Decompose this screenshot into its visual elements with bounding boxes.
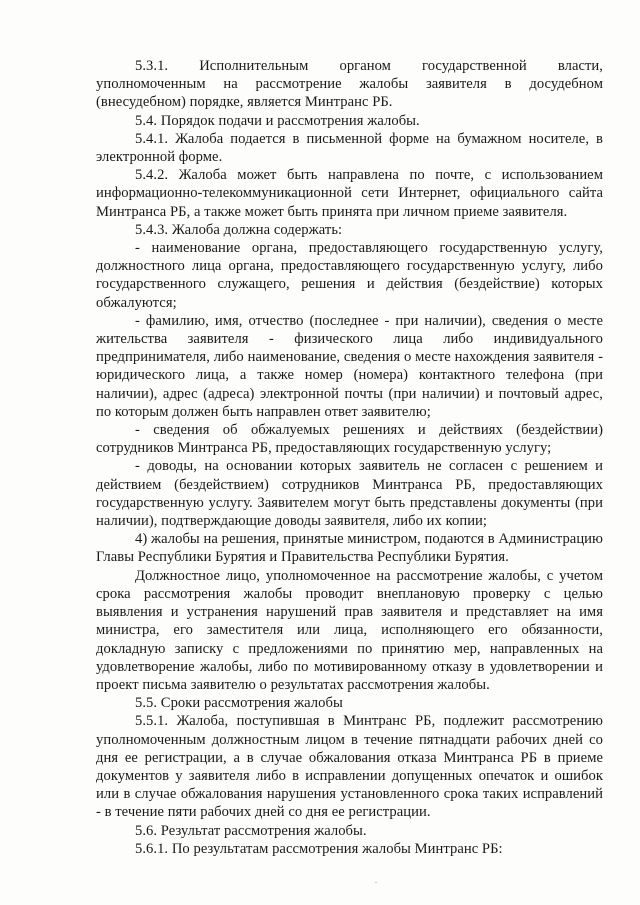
list-item-arguments: - доводы, на основании которых заявитель не согласен с решением и действием (бездействием) сотрудников Минтранса РБ, предоставляющих государственную услугу. Заявителем могут быть представлены документы (при наличии), подтверждающие доводы заявителя, либо их копии; — [96, 458, 603, 530]
paragraph-5-6: 5.6. Результат рассмотрения жалобы. — [135, 822, 367, 839]
paragraph-5-4-2: 5.4.2. Жалоба может быть направлена по почте, с использованием информационно-телекоммуникационной сети Интернет, официального сайта Минтранса РБ, а также может быть принята при личном приеме заявителя. — [96, 167, 603, 220]
paragraph-5-4-1: 5.4.1. Жалоба подается в письменной форме на бумажном носителе, в электронной форме. — [96, 130, 603, 166]
list-item-authority-name: - наименование органа, предоставляющего государственную услугу, должностного лица органа, предоставляющего государственную услугу, либо государственного служащего, решения и действия (бездействие) которых обжалуются; — [96, 240, 603, 311]
list-item-appealed-decisions: - сведения об обжалуемых решениях и действиях (бездействии) сотрудников Минтранса РБ, предоставляющих государственную услугу; — [96, 422, 603, 457]
paragraph-5-5-1: 5.5.1. Жалоба, поступившая в Минтранс РБ, подлежит рассмотрению уполномоченным должностным лицом в течение пятнадцати рабочих дней со дня ее регистрации, а в случае обжалования отказа Минтранса РБ в приеме документов у заявителя либо в исправлении допущенных опечаток и ошибок или в случае обжалования нарушения установленного срока таких исправлений - в течение пяти рабочих дней со дня ее регистрации. — [96, 713, 603, 821]
document-body — [96, 57, 603, 858]
paragraph-official-review: Должностное лицо, уполномоченное на рассмотрение жалобы, с учетом срока рассмотрения жалобы проводит внеплановую проверку с целью выявления и устранения нарушений прав заявителя и представляет на имя министра, его заместителя или лица, исполняющего его обязанности, докладную записку с предложениями по принятию мер, направленных на удовлетворение жалобы, либо по мотивированному отказу в удовлетворении и проект письма заявителю о результатах рассмотрения жалобы. — [96, 567, 603, 693]
paragraph-5-6-1: 5.6.1. По результатам рассмотрения жалобы Минтранс РБ: — [135, 840, 503, 857]
scan-speck — [375, 882, 377, 883]
list-item-applicant-details: - фамилию, имя, отчество (последнее - при наличии), сведения о месте жительства заявителя - физического лица либо индивидуального предпринимателя, либо наименование, сведения о месте нахождения заявителя - юридического лица, а также номер (номера) контактного телефона (при наличии), адрес (адреса) электронной почты (при наличии) и почтовый адрес, по которым должен быть направлен ответ заявителю; — [96, 312, 603, 420]
paragraph-5-5: 5.5. Сроки рассмотрения жалобы — [135, 695, 343, 712]
paragraph-5-4: 5.4. Порядок подачи и рассмотрения жалобы. — [135, 112, 420, 129]
list-item-minister-appeals: 4) жалобы на решения, принятые министром, подаются в Администрацию Главы Республики Бурятия и Правительства Республики Бурятия. — [96, 531, 603, 566]
paragraph-5-4-3: 5.4.3. Жалоба должна содержать: — [135, 221, 343, 238]
paragraph-5-3-1: 5.3.1. Исполнительным органом государственной власти, уполномоченным на рассмотрение жалобы заявителя в досудебном (внесудебном) порядке, является Минтранс РБ. — [96, 58, 603, 111]
